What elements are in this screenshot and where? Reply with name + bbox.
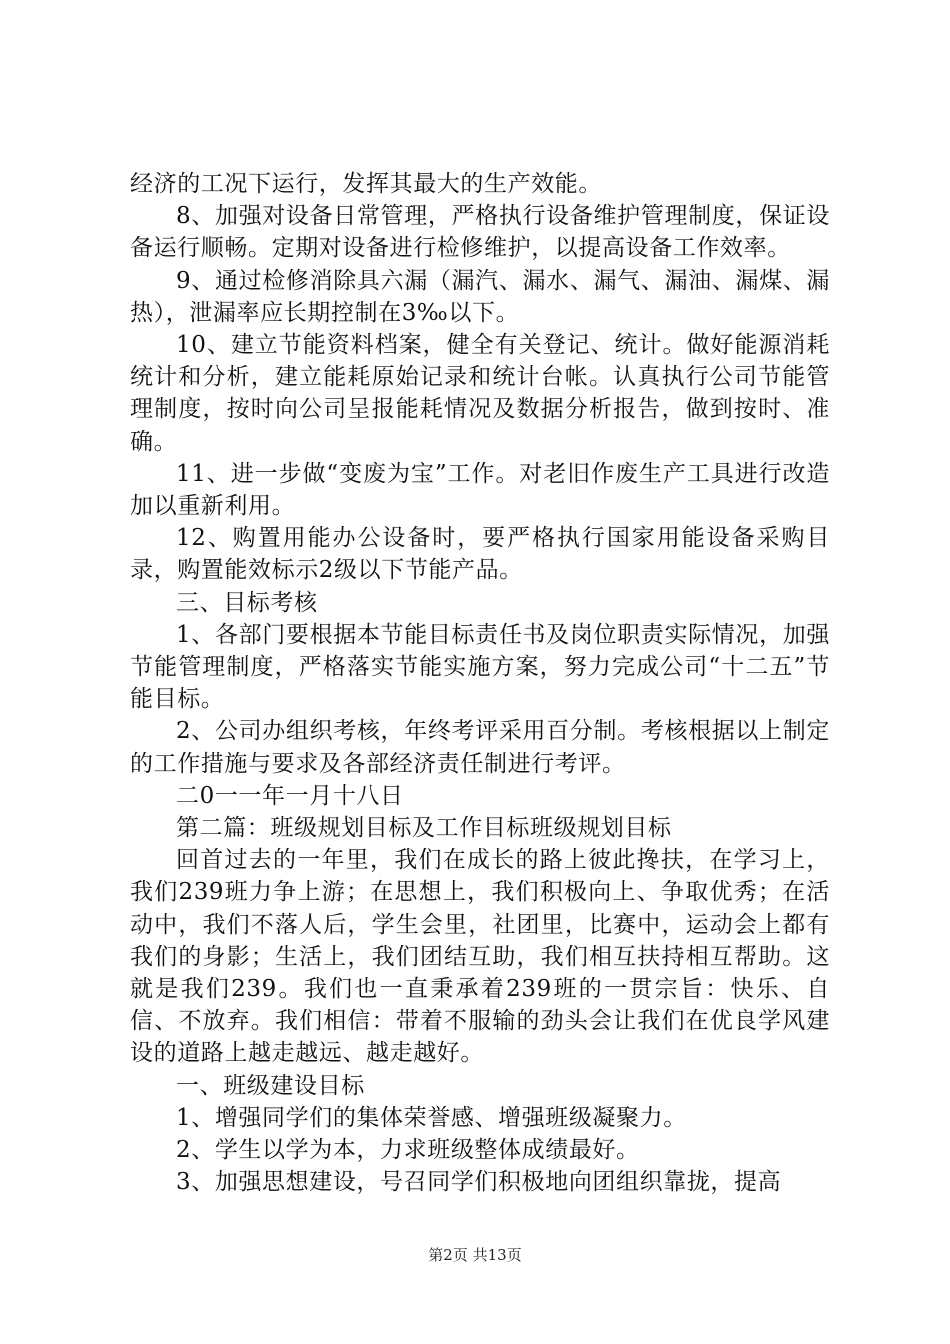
paragraph-goal-1: 1、增强同学们的集体荣誉感、增强班级凝聚力。 [176,1104,687,1131]
document-body [130,168,830,1199]
paragraph-assessment-2: 2、公司办组织考核，年终考评采用百分制。考核根据以上制定的工作措施与要求及各部经济责任制进行考评。 [130,718,830,777]
paragraph-item-11: 11、进一步做“变废为宝”工作。对老旧作废生产工具进行改造加以重新利用。 [130,460,830,520]
page-footer: 第2页 共13页 [428,1246,522,1264]
paragraph-goal-2: 2、学生以学为本，力求班级整体成绩最好。 [176,1137,640,1164]
document-date: 二0一一年一月十八日 [176,782,404,809]
paragraph-goal-3: 3、加强思想建设，号召同学们积极地向团组织靠拢，提高 [176,1169,782,1196]
paragraph-item-10: 10、建立节能资料档案，健全有关登记、统计。做好能源消耗统计和分析，建立能耗原始记录和统计台帐。认真执行公司节能管理制度，按时向公司呈报能耗情况及数据分析报告，做到按时、准确。 [130,332,830,455]
paragraph-item-12: 12、购置用能办公设备时，要严格执行国家用能设备采购目录，购置能效标示2级以下节能产品。 [130,525,830,584]
paragraph-assessment-1: 1、各部门要根据本节能目标责任书及岗位职责实际情况，加强节能管理制度，严格落实节能实施方案，努力完成公司“十二五”节能目标。 [130,621,830,713]
section-heading-goal-assessment: 三、目标考核 [176,589,318,616]
paragraph-continuation: 经济的工况下运行，发挥其最大的生产效能。 [130,171,602,197]
section-heading-class-goals: 一、班级建设目标 [176,1072,365,1099]
paragraph-item-9: 9、通过检修消除具六漏（漏汽、漏水、漏气、漏油、漏煤、漏热），泄漏率应长期控制在3‰以下。 [130,267,830,326]
chapter-title: 第二篇：班级规划目标及工作目标班级规划目标 [176,815,672,842]
paragraph-item-8: 8、加强对设备日常管理，严格执行设备维护管理制度，保证设备运行顺畅。定期对设备进行检修维护，以提高设备工作效率。 [130,203,830,262]
paragraph-review: 回首过去的一年里，我们在成长的路上彼此搀扶，在学习上，我们239班力争上游；在思想上，我们积极向上、争取优秀；在活动中，我们不落人后，学生会里，社团里，比赛中，运动会上都有我们的身影；生活上，我们团结互助，我们相互扶持相互帮助。这就是我们239。我们也一直秉承着239班的一贯宗旨：快乐、自信、不放弃。我们相信：带着不服输的劲头会让我们在优良学风建设的道路上越走越远、越走越好。 [130,847,830,1067]
